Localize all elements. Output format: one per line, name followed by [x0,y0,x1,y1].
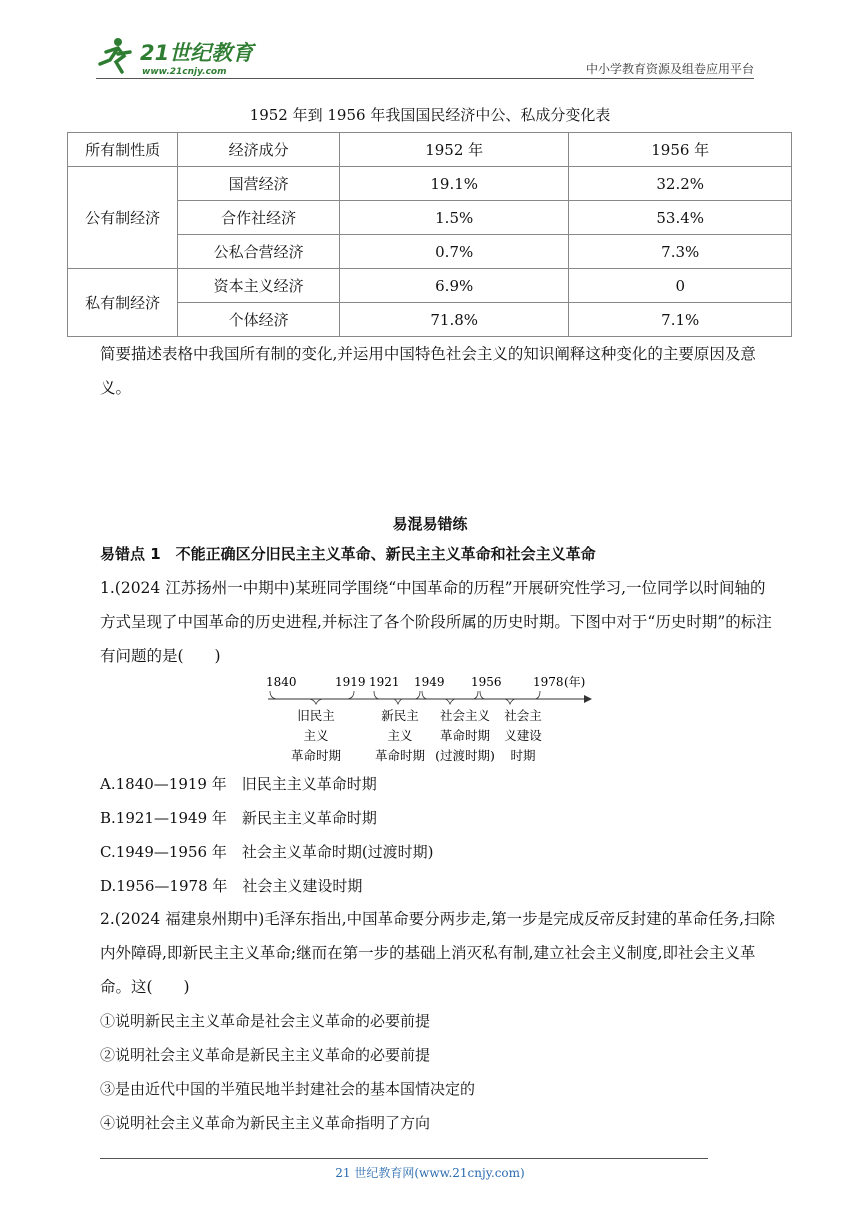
period-label: 社会主 [504,708,542,723]
footer-link[interactable]: 21 世纪教育网(www.21cnjy.com) [335,1166,525,1180]
logo [96,36,266,80]
table-cell: 71.8% [339,303,568,337]
table-cell: 合作社经济 [178,201,340,235]
question-text: 简要描述表格中我国所有制的变化,并运用中国特色社会主义的知识阐释这种变化的主要原因及意义。 [100,345,756,397]
arrow-icon [584,695,592,703]
table-title: 1952 年到 1956 年我国国民经济中公、私成分变化表 [249,106,611,124]
table-row [68,167,792,201]
period-label: (过渡时期) [435,748,495,763]
period-label: 革命时期 [290,748,342,763]
header-divider [96,78,754,79]
option-c[interactable]: C.1949—1956 年 社会主义革命时期(过渡时期) [100,843,434,861]
period-label: 新民主 [381,708,419,723]
timeline-diagram [262,674,602,770]
table-cell: 0.7% [339,235,568,269]
period-brace [270,691,354,704]
period-brace [374,691,420,704]
option-b[interactable]: B.1921—1949 年 新民主主义革命时期 [100,809,377,827]
logo-text: 21世纪教育 [140,41,254,65]
statement-1: ①说明新民主主义革命是社会主义革命的必要前提 [100,1012,431,1030]
table-cell: 6.9% [339,269,568,303]
table-cell: 7.3% [569,235,792,269]
q1-stem: 1.(2024 江苏扬州一中期中)某班同学围绕“中国革命的历程”开展研究性学习,一位同学以时间轴的方式呈现了中国革命的历史进程,并标注了各个阶段所属的历史时期。下图中对于“历史时期”的标注有问题的是( ) [100,579,772,665]
period-brace [422,691,478,704]
header-cell: 所有制性质 [68,133,178,167]
q2-stem: 2.(2024 福建泉州期中)毛泽东指出,中国革命要分两步走,第一步是完成反帝反封建的革命任务,扫除内外障碍,即新民主主义革命;继而在第一步的基础上消灭私有制,建立社会主义制度,即社会主义革命。这( ) [100,910,776,996]
header-platform-text: 中小学教育资源及组卷应用平台 [585,62,754,76]
header-cell: 1952 年 [339,133,568,167]
table-cell: 公私合营经济 [178,235,340,269]
section-title: 易混易错练 [392,515,468,533]
statement-4: ④说明社会主义革命为新民主主义革命指明了方向 [100,1114,431,1132]
timeline-unit: (年) [564,675,586,689]
timeline-year: 1919 [335,675,366,689]
table-cell: 国营经济 [178,167,340,201]
footer-divider [100,1158,708,1159]
table-cell: 个体经济 [178,303,340,337]
group-cell: 私有制经济 [68,269,178,337]
period-label: 主义 [303,728,329,743]
statement-2: ②说明社会主义革命是新民主主义革命的必要前提 [100,1046,431,1064]
period-label: 革命时期 [439,728,491,743]
timeline-year: 1978 [533,675,564,689]
table-cell: 0 [569,269,792,303]
table-cell: 1.5% [339,201,568,235]
header-cell: 1956 年 [569,133,792,167]
period-brace [480,691,540,704]
error-point-title: 易错点 1 不能正确区分旧民主主义革命、新民主主义革命和社会主义革命 [100,545,596,563]
ownership-table [67,132,792,337]
timeline-year: 1956 [471,675,502,689]
header-cell: 经济成分 [178,133,340,167]
period-label: 社会主义 [439,708,491,723]
table-cell: 资本主义经济 [178,269,340,303]
period-label: 主义 [387,728,413,743]
table-header-row [68,133,792,167]
table-cell: 32.2% [569,167,792,201]
table-row [68,269,792,303]
group-cell: 公有制经济 [68,167,178,269]
timeline-year: 1949 [414,675,445,689]
period-label: 义建设 [504,728,542,743]
table-cell: 19.1% [339,167,568,201]
table-cell: 53.4% [569,201,792,235]
running-man-icon [100,38,130,72]
table-cell: 7.1% [569,303,792,337]
period-label: 革命时期 [374,748,426,763]
timeline-year: 1921 [369,675,400,689]
option-a[interactable]: A.1840—1919 年 旧民主主义革命时期 [100,775,377,793]
timeline-year: 1840 [266,675,297,689]
period-label: 旧民主 [297,708,335,723]
logo-url: www.21cnjy.com [142,67,227,77]
period-label: 时期 [510,748,536,763]
option-d[interactable]: D.1956—1978 年 社会主义建设时期 [100,877,363,895]
statement-3: ③是由近代中国的半殖民地半封建社会的基本国情决定的 [100,1080,476,1098]
